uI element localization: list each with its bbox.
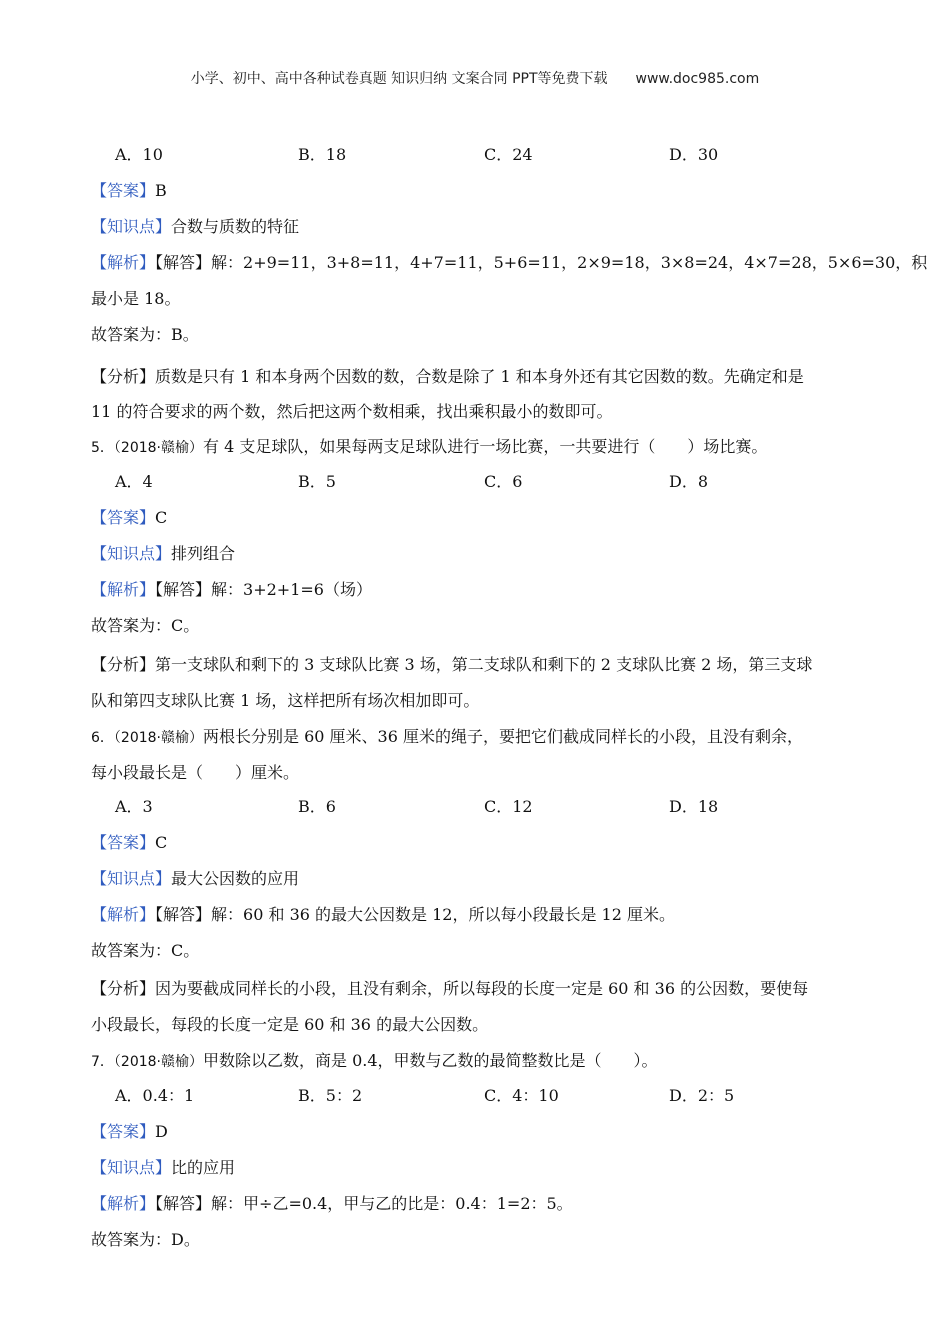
q6-options: [0, 796, 950, 818]
fenxi-tag: 【分析】: [91, 655, 156, 674]
q6-analysis: [91, 904, 675, 926]
q6-answer: [91, 832, 167, 854]
answer-text: B: [155, 181, 167, 200]
q7-option-a: A．0.4：1: [115, 1086, 195, 1105]
answer-tag: 【答案】: [91, 833, 156, 852]
q7-answer: [91, 1121, 168, 1143]
q7-option-b: B．5：2: [298, 1086, 363, 1105]
question-source: （2018·赣榆）: [113, 440, 204, 456]
q7-conclusion: 故答案为：D。: [91, 1230, 200, 1249]
q6-fenxi: [91, 978, 808, 1000]
analysis-tag: 【解析】: [91, 580, 156, 599]
q4-fenxi-cont: 11 的符合要求的两个数，然后把这两个数相乘，找出乘积最小的数即可。: [91, 402, 613, 421]
q4-analysis-cont: 最小是 18。: [91, 289, 181, 308]
q5-answer: [91, 507, 167, 529]
analysis-sub-tag: 【解答】: [155, 253, 212, 272]
header-site: www.doc985.com: [635, 71, 760, 87]
q7-knowledge: [91, 1157, 235, 1179]
knowledge-text: 比的应用: [171, 1158, 236, 1177]
q4-fenxi: [91, 366, 804, 388]
analysis-sub-tag: 【解答】: [155, 905, 212, 924]
q5-option-d: D．8: [669, 472, 709, 491]
q5-fenxi-cont: 队和第四支球队比赛 1 场，这样把所有场次相加即可。: [91, 691, 480, 710]
question-text: 有 4 支足球队，如果每两支足球队进行一场比赛，一共要进行（ ）场比赛。: [203, 437, 768, 456]
analysis-tag: 【解析】: [91, 1194, 156, 1213]
question-text: 两根长分别是 60 厘米、36 厘米的绳子，要把它们截成同样长的小段，且没有剩余，: [203, 727, 803, 746]
q7-analysis: [91, 1193, 573, 1215]
q5-option-b: B．5: [298, 472, 336, 491]
question-source: （2018·赣榆）: [113, 1054, 204, 1070]
analysis-text: 解：60 和 36 的最大公因数是 12，所以每小段最长是 12 厘米。: [211, 905, 675, 924]
question-number: 6．: [91, 730, 114, 746]
question-number: 5．: [91, 440, 114, 456]
q4-analysis: [91, 252, 927, 274]
q5-option-a: A．4: [115, 472, 153, 491]
knowledge-text: 最大公因数的应用: [171, 869, 300, 888]
q4-option-d: D．30: [669, 145, 719, 164]
answer-tag: 【答案】: [91, 181, 156, 200]
fenxi-text: 第一支球队和剩下的 3 支球队比赛 3 场，第二支球队和剩下的 2 支球队比赛 2 场，第三支球: [155, 655, 813, 674]
answer-text: C: [155, 508, 168, 527]
answer-text: D: [155, 1122, 168, 1141]
q4-options: [0, 144, 950, 166]
knowledge-tag: 【知识点】: [91, 1158, 172, 1177]
q4-conclusion: 故答案为：B。: [91, 325, 199, 344]
q5-fenxi: [91, 654, 812, 676]
analysis-text: 解：甲÷乙=0.4，甲与乙的比是：0.4：1=2：5。: [211, 1194, 573, 1213]
q6-option-b: B．6: [298, 797, 336, 816]
fenxi-text: 质数是只有 1 和本身两个因数的数，合数是除了 1 和本身外还有其它因数的数。先确定和是: [155, 367, 804, 386]
analysis-sub-tag: 【解答】: [155, 1194, 212, 1213]
q6-conclusion: 故答案为：C。: [91, 941, 200, 960]
knowledge-text: 排列组合: [171, 544, 236, 563]
q4-answer: [91, 180, 167, 202]
analysis-text: 解：2+9=11，3+8=11，4+7=11，5+6=11，2×9=18，3×8=24，4×7=28，5×6=30，积: [211, 253, 928, 272]
q5-stem: [91, 436, 767, 459]
q4-option-a: A．10: [115, 145, 163, 164]
q7-options: [0, 1085, 950, 1107]
q6-option-d: D．18: [669, 797, 719, 816]
q6-stem: [91, 726, 803, 749]
q4-option-c: C．24: [484, 145, 533, 164]
q5-conclusion: 故答案为：C。: [91, 616, 200, 635]
q5-analysis: [91, 579, 372, 601]
page-header: [0, 68, 950, 88]
q5-options: [0, 471, 950, 493]
q7-stem: [91, 1050, 658, 1073]
question-text: 甲数除以乙数，商是 0.4，甲数与乙数的最简整数比是（ ）。: [203, 1051, 658, 1070]
q4-knowledge: [91, 216, 299, 238]
question-source: （2018·赣榆）: [113, 730, 204, 746]
q6-knowledge: [91, 868, 299, 890]
knowledge-tag: 【知识点】: [91, 544, 172, 563]
knowledge-text: 合数与质数的特征: [171, 217, 300, 236]
knowledge-tag: 【知识点】: [91, 217, 172, 236]
fenxi-tag: 【分析】: [91, 979, 156, 998]
analysis-text: 解：3+2+1=6（场）: [211, 580, 372, 599]
knowledge-tag: 【知识点】: [91, 869, 172, 888]
analysis-tag: 【解析】: [91, 905, 156, 924]
q6-option-c: C．12: [484, 797, 533, 816]
question-number: 7．: [91, 1054, 114, 1070]
q6-fenxi-cont: 小段最长，每段的长度一定是 60 和 36 的最大公因数。: [91, 1015, 489, 1034]
q6-stem-cont: 每小段最长是（ ）厘米。: [91, 763, 300, 782]
q7-option-c: C．4：10: [484, 1086, 559, 1105]
header-text: 小学、初中、高中各种试卷真题 知识归纳 文案合同 PPT等免费下载: [190, 71, 608, 87]
fenxi-tag: 【分析】: [91, 367, 156, 386]
q6-option-a: A．3: [115, 797, 153, 816]
answer-text: C: [155, 833, 168, 852]
analysis-sub-tag: 【解答】: [155, 580, 212, 599]
fenxi-text: 因为要截成同样长的小段，且没有剩余，所以每段的长度一定是 60 和 36 的公因数，要使每: [155, 979, 809, 998]
q5-option-c: C．6: [484, 472, 523, 491]
answer-tag: 【答案】: [91, 1122, 156, 1141]
q5-knowledge: [91, 543, 235, 565]
q4-option-b: B．18: [298, 145, 347, 164]
answer-tag: 【答案】: [91, 508, 156, 527]
q7-option-d: D．2：5: [669, 1086, 735, 1105]
analysis-tag: 【解析】: [91, 253, 156, 272]
